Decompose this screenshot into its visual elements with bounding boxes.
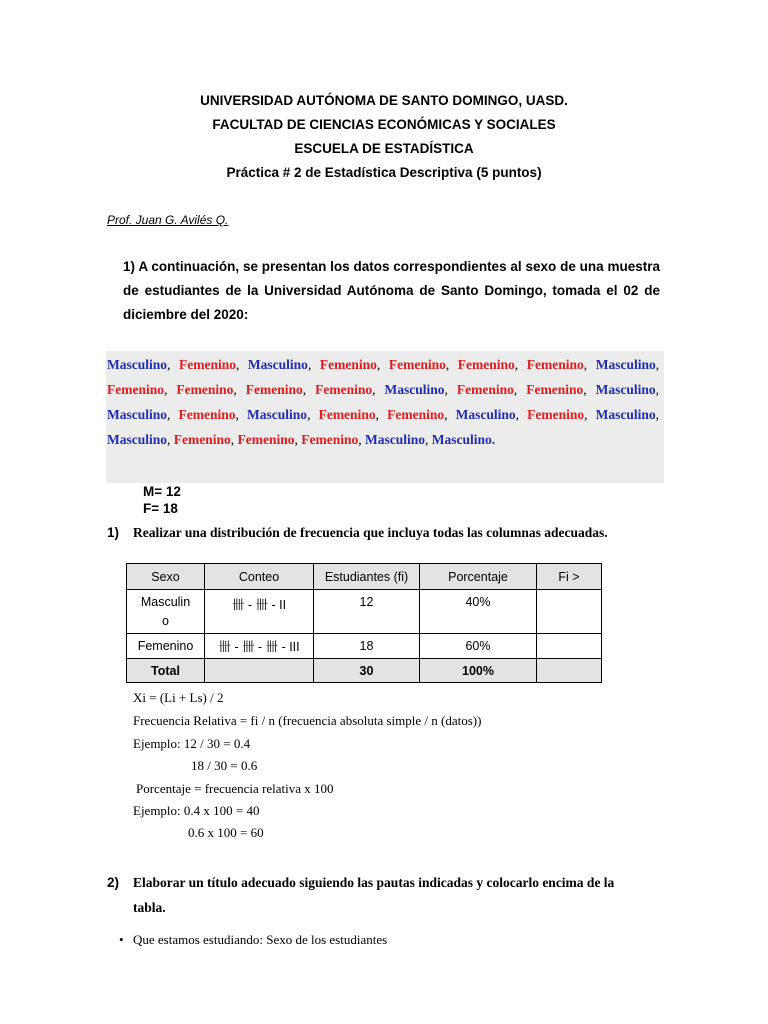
data-item: Masculino: [107, 357, 168, 372]
data-item: Femenino: [457, 357, 515, 372]
cell-conteo: 卌 - 卌 - 卌 - III: [205, 634, 314, 659]
table-header-row: [127, 564, 602, 590]
data-item: Femenino: [456, 382, 514, 397]
count-femenino: F= 18: [143, 501, 178, 516]
cell-total-fi: 30: [314, 659, 420, 683]
table-total-row: [127, 659, 602, 683]
data-item: Masculino: [107, 432, 168, 447]
cell-total-label: Total: [127, 659, 205, 683]
cell-sexo-part: o: [162, 613, 169, 628]
note-example-1b: 18 / 30 = 0.6: [191, 758, 258, 773]
note-example-2: Ejemplo: 0.4 x 100 = 40: [133, 803, 260, 818]
intro-paragraph: 1) A continuación, se presentan los datos correspondientes al sexo de una muestra de estudiantes de la Universidad Autónoma de Santo Domingo, tomada el 02 de diciembre del 2020:: [123, 259, 660, 322]
faculty-title: FACULTAD DE CIENCIAS ECONÓMICAS Y SOCIALES: [212, 117, 556, 132]
note-example-1: Ejemplo: 12 / 30 = 0.4: [133, 736, 251, 751]
question-2-text: Elaborar un título adecuado siguiendo las pautas indicadas y colocarlo encima de la tabla.: [133, 875, 615, 915]
header-fi: Estudiantes (fi): [314, 564, 420, 590]
data-item: Femenino: [318, 407, 376, 422]
data-item: Femenino: [107, 382, 164, 397]
bullet-item: [119, 932, 387, 948]
data-item: Femenino: [178, 407, 236, 422]
cell-porcentaje: 40%: [420, 590, 537, 634]
cell-porcentaje: 60%: [420, 634, 537, 659]
cell-Fi-acum: [537, 634, 602, 659]
cell-sexo: Femenino: [127, 634, 205, 659]
question-1-number: 1): [107, 525, 120, 540]
cell-sexo-part: Masculin: [140, 594, 191, 609]
data-item: Masculino: [595, 357, 656, 372]
data-item: Femenino: [315, 382, 373, 397]
practice-title: Práctica # 2 de Estadística Descriptiva (5 puntos): [226, 165, 542, 180]
cell-conteo: 卌 - 卌 - II: [205, 590, 314, 634]
cell-total-pct: 100%: [420, 659, 537, 683]
professor-name: Prof. Juan G. Avilés Q.: [107, 213, 229, 227]
cell-total-conteo: [205, 659, 314, 683]
university-title: UNIVERSIDAD AUTÓNOMA DE SANTO DOMINGO, UASD.: [200, 93, 568, 108]
note-frecuencia-relativa: Frecuencia Relativa = fi / n (frecuencia absoluta simple / n (datos)): [133, 713, 482, 728]
frequency-table: [126, 563, 602, 683]
count-masculino: M= 12: [143, 484, 181, 499]
data-item: Femenino: [173, 432, 231, 447]
note-xi: Xi = (Li + Ls) / 2: [133, 690, 224, 705]
data-item: Femenino: [237, 432, 295, 447]
header-conteo: Conteo: [205, 564, 314, 590]
data-list: Masculino, Femenino, Masculino, Femenino, Femenino, Femenino, Femenino, Masculino, Femenino, Femenino, Femenino, Femenino, Masculino, Femenino, Femenino, Masculino, Masculino, Femenino, Masculino, Femenino, Femenino, Masculino, Femenino, Masculino, Masculino, Femenino, Femenino, Femenino, Masculino, Masculino.: [107, 357, 660, 447]
data-item: Masculino: [595, 382, 656, 397]
data-item: Masculino: [431, 432, 492, 447]
data-item: Masculino: [595, 407, 656, 422]
question-2: [107, 870, 643, 920]
data-item: Masculino: [107, 407, 168, 422]
data-item: Masculino: [247, 407, 308, 422]
bullet-text: Que estamos estudiando: Sexo de los estudiantes: [133, 932, 388, 947]
data-item: Femenino: [527, 407, 585, 422]
data-item: Masculino: [365, 432, 426, 447]
header-Fi-acum: Fi >: [537, 564, 602, 590]
school-title: ESCUELA DE ESTADÍSTICA: [294, 141, 474, 156]
data-item: Femenino: [526, 382, 584, 397]
data-item: Femenino: [387, 407, 445, 422]
cell-fi: 18: [314, 634, 420, 659]
data-item: Femenino: [388, 357, 446, 372]
data-item: Femenino: [301, 432, 359, 447]
data-item: Femenino: [178, 357, 236, 372]
header-sexo: Sexo: [127, 564, 205, 590]
cell-total-Fi: [537, 659, 602, 683]
table-row: [127, 590, 602, 634]
data-item: Masculino: [247, 357, 308, 372]
data-item: Femenino: [526, 357, 584, 372]
data-item: Femenino: [245, 382, 303, 397]
cell-sexo: [127, 590, 205, 634]
table-row: [127, 634, 602, 659]
question-1: [107, 520, 643, 545]
bullet-dot-icon: •: [119, 932, 124, 947]
data-item: Femenino: [176, 382, 234, 397]
data-item: Masculino: [384, 382, 445, 397]
data-item: Masculino: [455, 407, 516, 422]
header-porcentaje: Porcentaje: [420, 564, 537, 590]
question-1-text: Realizar una distribución de frecuencia que incluya todas las columnas adecuadas.: [133, 525, 608, 540]
cell-Fi-acum: [537, 590, 602, 634]
note-example-2b: 0.6 x 100 = 60: [188, 825, 264, 840]
note-porcentaje: Porcentaje = frecuencia relativa x 100: [136, 781, 334, 796]
cell-fi: 12: [314, 590, 420, 634]
question-2-number: 2): [107, 875, 120, 890]
data-item: Femenino: [319, 357, 377, 372]
